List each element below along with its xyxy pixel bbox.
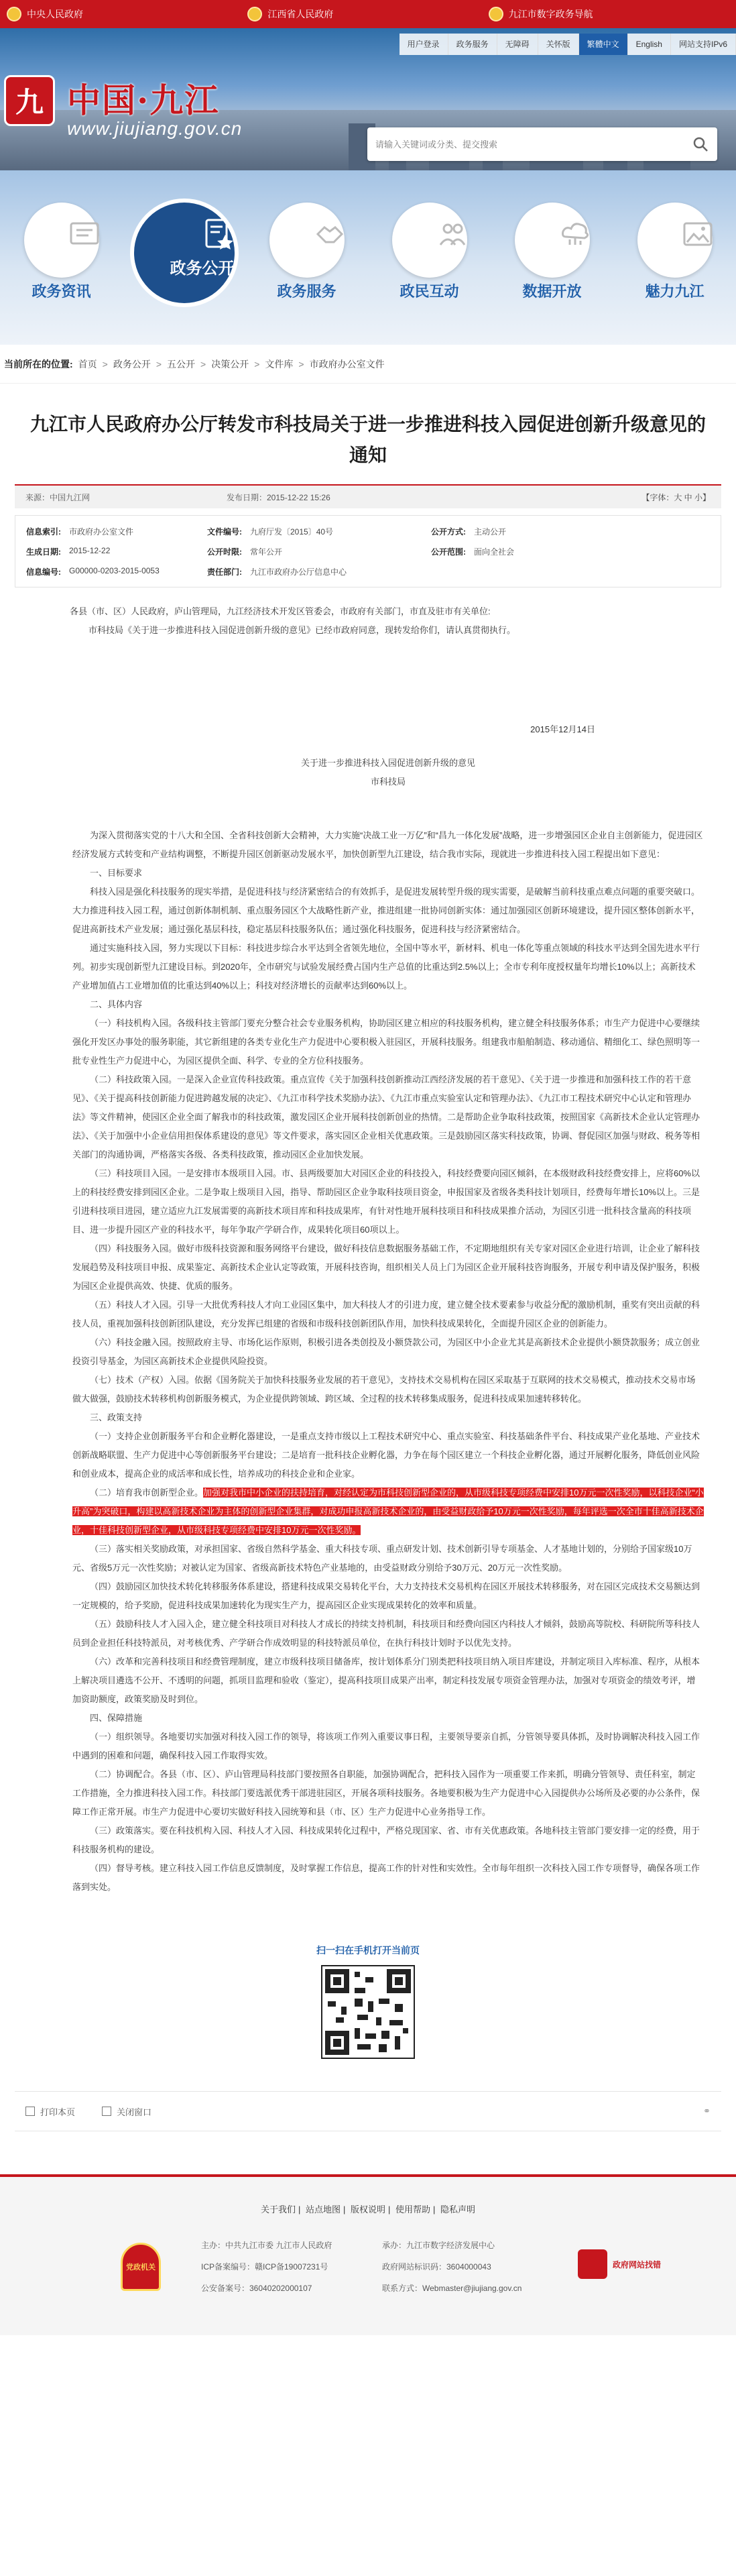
nav-item-open-gov[interactable]: 政务公开 [134, 203, 235, 303]
main-nav [0, 170, 736, 345]
document-star-icon [201, 219, 235, 249]
paragraph: （一）支持企业创新服务平台和企业孵化器建设，一是重点支持市级以上工程技术研究中心、重点实验室、科技基础条件平台、科技成果产业化基地、产业技术创新战略联盟、生产力促进中心等创新服务平台建设；二是培育一批科技企业孵化器，力争在每个园区建立一个科技企业孵化器，通过开展孵化服务，降低创业风险和创业成本，提高企业的成活率和成长性，培养成功的科技企业和企业家。 [72, 1431, 700, 1479]
paragraph: （六）改革和完善科技项目和经费管理制度，建立市级科技项目储备库，按计划体系分门别类把科技项目纳入项目库建设，并制定项目入库标准、程序，从根本上解决项目遴选不公开、不透明的问题，抓项目监理和验收（鉴定），提高科技项目成果产出率，制定科技发展专项资金管理办法，加强对专项资金的绩效考评，增加资助额度，政策奖励及时到位。 [72, 1657, 700, 1704]
top-link-central-gov[interactable]: 中央人民政府 [7, 7, 247, 21]
article-meta-table [15, 515, 721, 587]
logo-title: 中国·九江 [67, 80, 220, 120]
paragraph: （五）科技人才入园。引导一大批优秀科技人才向工业园区集中，加大科技人才的引进力度，建立健全技术要素参与收益分配的激励机制，重奖有突出贡献的科技人员，重视加强科技创新团队建设，充分发挥已组建的省级和市级科技创新团队作用，加快科技成果转化，全面提升园区企业的创新能力。 [72, 1300, 700, 1329]
qr-code-icon [322, 1966, 414, 2058]
emblem-icon [247, 7, 262, 21]
traditional-chinese-link[interactable]: 繁體中文 [579, 34, 628, 55]
paragraph: 通过实施科技入园，努力实现以下目标：科技进步综合水平达到全省领先地位，全国中等水平，新材料、机电一体化等重点领域的科技水平达到全国先进水平行列。初步实现创新型九江建设目标。到2020年，全市研究与试验发展经费占国内生产总值的比重达到2.5%以上；全市专利年度授权量年均增长10%以上；高新技术产业增加值占工业增加值的比重达到40%以上；科技对经济增长的贡献率达到60%以上。 [72, 943, 700, 991]
gov-service-link[interactable]: 政务服务 [448, 34, 497, 55]
print-button[interactable]: 打印本页 [25, 2105, 75, 2118]
paragraph: 为深入贯彻落实党的十八大和全国、全省科技创新大会精神，大力实施“决战工业一万亿”和“昌九一体化发展”战略，进一步增强园区企业自主创新能力，促进园区经济发展方式转变和产业结构调整，不断提升园区创新驱动发展水平，加快创新型九江建设，结合我市实际，现就进一步推进科技入园工程提出如下意见： [72, 830, 703, 859]
top-bar [0, 0, 736, 28]
footer-link-privacy[interactable]: 隐私声明 [440, 2204, 476, 2215]
footer-info: 主办：中共九江市委 九江市人民政府 承办：九江市数字经济发展中心 ICP备案编号：赣ICP备19007231号 政府网站标识码：3604000043 公安备案号：36040202000107 联系方式：Webmaster@jiujiang.gov.cn [201, 2235, 563, 2299]
care-mode-link[interactable]: 关怀版 [538, 34, 579, 55]
section-heading: 四、保障措施 [90, 1713, 143, 1723]
party-gov-badge[interactable]: 党政机关 [121, 2243, 161, 2291]
salutation: 各县（市、区）人民政府，庐山管理局，九江经济技术开发区管委会，市政府有关部门，市直及驻市有关单位: [70, 606, 491, 616]
search-input[interactable] [375, 131, 684, 158]
paragraph: （三）科技项目入园。一是安排市本级项目入园。市、县两级要加大对园区企业的科技投入，科技经费要向园区倾斜，在本级财政科技经费安排上，应将60%以上的科技经费安排到园区企业。二是争取上级项目入园，指导、帮助园区企业争取科技项目资金，申报国家及省级各类科技计划项目，经费每年增长10%以上。三是引进科技项目进园，建立适应九江发展需要的高新技术项目库和科技成果库，有针对性地开展科技项目和科技成果推介活动，为园区引进一批科技含量高的科技项目、进一步提升园区产业的科技水平，每年争取产学研合作，成果转化项目60项以上。 [72, 1168, 700, 1235]
paragraph: （三）政策落实。要在科技机构入园、科技人才入园、科技成果转化过程中，严格兑现国家、省、市有关优惠政策。各地科技主管部门要安排一定的经费，用于科技服务机构的建设。 [72, 1826, 700, 1854]
emblem-icon [7, 7, 21, 21]
intro: 市科技局《关于进一步推进科技入园促进创新升级的意见》已经市政府同意，现转发给你们，请认真贯彻执行。 [88, 625, 516, 635]
highlighted-text: 加强对我市中小企业的扶持培育，对经认定为市科技创新型企业的，从市级科技专项经费中安排10万元一次性奖励，以科技企业“小升高”为突破口，构建以高新技术企业为主体的创新型企业集群，对成功申报高新技术企业的，由受益财政给予10万元一次性奖励，每年评选一次全市十佳高新技术企业，十佳科技创新型企业，从市级科技专项经费中安排10万元一次性奖励。 [72, 1488, 704, 1535]
breadcrumb-file-library[interactable]: 文件库 [265, 358, 294, 370]
footer-links: 关于我们 | 站点地图 | 版权说明 | 使用帮助 | 隐私声明 [260, 2204, 476, 2215]
article-source: 来源：中国九江网 [25, 492, 90, 502]
search-button[interactable] [684, 127, 717, 161]
article-pubdate: 发布日期：2015-12-22 15:26 [227, 492, 330, 502]
error-report-icon [578, 2249, 607, 2279]
breadcrumb-five-public[interactable]: 五公开 [167, 358, 196, 370]
paragraph: （四）鼓励园区加快技术转化转移服务体系建设，搭建科技成果交易转化平台，大力支持技术交易机构在园区开展技术转移服务，对在园区完成技术交易额达到一定规模的，给予奖励，促进科技成果加速转化为现实生产力，提高园区企业实现成果转化的效率和质量。 [72, 1581, 700, 1610]
section-heading: 一、目标要求 [90, 868, 143, 878]
breadcrumb-decision[interactable]: 决策公开 [211, 358, 249, 370]
paragraph: （四）督导考核。建立科技入园工作信息反馈制度，及时掌握工作信息，提高工作的针对性和实效性。全市每年组织一次科技入园工作专项督导，确保各项工作落到实处。 [72, 1863, 700, 1892]
font-size-switcher[interactable]: 【字体：大 中 小】 [641, 492, 711, 502]
quick-links [400, 34, 736, 55]
site-footer [0, 2174, 736, 2335]
nav-item-charm[interactable]: 魅力九江 [625, 203, 725, 303]
section-heading: 二、具体内容 [90, 999, 143, 1009]
accessibility-link[interactable]: 无障碍 [497, 34, 538, 55]
print-icon [25, 2107, 35, 2116]
logo-emblem-icon: 九 [4, 75, 55, 126]
paragraph: （一）科技机构入园。各级科技主管部门要充分整合社会专业服务机构，协助园区建立相应的科技服务机构，建立健全科技服务体系；市生产力促进中心要继续强化开发区办事处的服务职能，其它新组建的各类专业化生产力促进中心要积极入驻园区，开展科技服务。组建我市船舶制造、移动通信、精细化工、绿色照明等一批专业性生产力促进中心，为园区提供全面、科学、专业的全方位科技服务。 [72, 1018, 700, 1066]
meta-row: 生成日期: 2015-12-22 公开时限: 常年公开 公开范围: 面向全社会 [26, 545, 515, 557]
nav-item-service[interactable]: 政务服务 [257, 203, 357, 303]
share-icon[interactable]: ⚭ [703, 2106, 711, 2116]
nav-item-news[interactable]: 政务资讯 [11, 203, 112, 303]
paragraph: 科技入园是强化科技服务的现实举措，是促进科技与经济紧密结合的有效抓手，是促进发展转型升级的现实需要，是破解当前科技重点难点问题的重要突破口。大力推进科技入园工程，通过创新体制机制、重点服务园区个大战略性新产业，推进组建一批协同创新实体：通过加强园区创新环境建设，提升园区整体创新水平，促进高新技术产业发展；通过强化基层科技，稳定基层科技服务队伍；通过强化科技服务，促进科技与经济紧密结合。 [72, 887, 700, 934]
news-icon [70, 221, 99, 247]
meta-row: 信息索引: 市政府办公室文件 文件编号: 九府厅发〔2015〕40号 公开方式: 主动公开 [26, 526, 507, 537]
article-body [0, 587, 736, 1897]
nav-item-data[interactable]: 数据开放 [502, 203, 603, 303]
emblem-icon [489, 7, 503, 21]
paragraph: （二）培育我市创新型企业。加强对我市中小企业的扶持培育，对经认定为市科技创新型企业的，从市级科技专项经费中安排10万元一次性奖励，以科技企业“小升高”为突破口，构建以高新技术企业为主体的创新型企业集群，对成功申报高新技术企业的，由受益财政给予10万元一次性奖励，每年评选一次全市十佳高新技术企业，十佳科技创新型企业，从市级科技专项经费中安排10万元一次性奖励。 [72, 1488, 704, 1535]
breadcrumb: 当前所在的位置: 首页 > 政务公开 > 五公开 > 决策公开 > 文件库 > 市政府办公室文件 [0, 345, 736, 384]
police-record: 公安备案号：36040202000107 [201, 2284, 312, 2293]
article-tools [15, 2091, 721, 2131]
handshake-icon [315, 221, 345, 247]
landscape-icon [683, 221, 713, 247]
paragraph: （二）科技政策入园。一是深入企业宣传科技政策。重点宣传《关于加强科技创新推动江西经济发展的若干意见》、《关于进一步推进和加强科技工作的若干意见》、《关于提高科技创新能力促进跨越发展的决定》、《九江市科学技术奖励办法》、《九江市重点实验室认定和管理办法》、《九江市工程技术研究中心认定和管理办法》等文件精神，使园区企业全面了解我市的科技政策，激发园区企业开展科技创新创业的热情。二是帮助企业争取科技政策，按照国家《高新技术企业认定管理办法》、《关于加强中小企业信用担保体系建设的意见》等文件要求，落实园区企业相关优惠政策。三是鼓励园区落实科技政策，协调、督促园区加强与财政、税务等相关部门的沟通协调，严格落实各级、各类科技政策，推动园区企业加快发展。 [72, 1074, 700, 1160]
footer-link-sitemap[interactable]: 站点地图 [305, 2204, 341, 2215]
header-banner [0, 28, 736, 170]
article-title: 九江市人民政府办公厅转发市科技局关于进一步推进科技入园促进创新升级意见的通知 [29, 414, 706, 465]
paragraph: （五）鼓励科技人才入园入企，建立健全科技项目对科技人才成长的持续支持机制，科技项目和经费向园区内科技人才倾斜，鼓励高等院校、科研院所等科技人员到企业担任科技特派员，对考核优秀、产学研合作成效明显的科技特派员单位，在执行科技计划时予以优先支持。 [72, 1619, 700, 1648]
gov-site-error-badge[interactable]: 政府网站找错 [578, 2249, 661, 2279]
footer-link-help[interactable]: 使用帮助 [395, 2204, 431, 2215]
section-heading: 三、政策支持 [90, 1412, 143, 1422]
site-logo[interactable] [0, 67, 288, 148]
english-link[interactable]: English [628, 34, 671, 55]
search-box [367, 127, 717, 161]
ipv6-badge: 网站支持IPv6 [671, 34, 736, 55]
top-link-jiujiang-nav[interactable]: 九江市数字政务导航 [489, 7, 729, 21]
top-link-jiangxi-gov[interactable]: 江西省人民政府 [247, 7, 488, 21]
login-link[interactable]: 用户登录 [400, 34, 448, 55]
close-window-button[interactable]: 关闭窗口 [102, 2105, 151, 2118]
paragraph: （一）组织领导。各地要切实加强对科技入园工作的领导，将该项工作列入重要议事日程，主要领导要亲自抓，分管领导要具体抓，及时协调解决科技入园工作中遇到的困难和问题，确保科技入园工作取得实效。 [72, 1732, 700, 1760]
logo-url: www.jiujiang.gov.cn [67, 118, 243, 139]
people-icon [438, 221, 467, 247]
sub-title: 关于进一步推进科技入园促进创新升级的意见 [300, 758, 475, 768]
cloud-chart-icon [560, 221, 590, 247]
qr-title: 扫一扫在手机打开当前页 [316, 1945, 420, 1956]
paragraph: （二）协调配合。各县（市、区）、庐山管理局科技部门要按照各自职能，加强协调配合，把科技入园作为一项重要工作来抓，明确分管领导、责任科室，制定工作措施，全力推进科技入园工作。科技部门要选派优秀干部进驻园区，开展各项科技服务。各地要积极为生产力促进中心入园提供办公场所及必要的办公条件，保障工作正常开展。市生产力促进中心要切实做好科技入园统筹和县（市、区）生产力促进中心业务指导工作。 [72, 1769, 700, 1817]
qr-code [321, 1965, 415, 2059]
paragraph: （四）科技服务入园。做好市级科技资源和服务网络平台建设，做好科技信息数据服务基础工作，不定期地组织有关专家对园区企业进行培训，让企业了解科技发展趋势及科技项目申报、成果鉴定、高新技术企业认定等政策，开展科技咨询，组织相关人员上门为园区企业开展科技咨询服务，开展专利申请及保护服务，积极为园区企业提供高效、快捷、优质的服务。 [72, 1243, 700, 1291]
breadcrumb-open-gov[interactable]: 政务公开 [113, 358, 151, 370]
paragraph: （六）科技金融入园。按照政府主导、市场化运作原则，积极引进各类创投及小额贷款公司，为园区中小企业尤其是高新技术企业提供小额贷款服务；成立创业投资引导基金，为园区高新技术企业提供风险投资。 [72, 1337, 700, 1366]
paragraph: （三）落实相关奖励政策，对承担国家、省级自然科学基金、重大科技专项、重点研发计划、技术创新引导专项基金、人才基地计划的，分别给予国家级10万元、省级5万元一次性奖励；对被认定为国家、省级高新技术特色产业基地的，由受益财政分别给予30万元、20万元一次性奖励。 [72, 1544, 692, 1573]
footer-link-copyright[interactable]: 版权说明 [350, 2204, 385, 2215]
paragraph: （七）技术（产权）入园。依据《国务院关于加快科技服务业发展的若干意见》，支持技术交易机构在园区采取基于互联网的技术交易模式，推动技术交易市场做大做强，鼓励技术转移机构创新服务模式，为企业提供跨领域、跨区域、全过程的技术转移集成服务，促进科技成果加速转移转化。 [72, 1375, 696, 1404]
breadcrumb-office-files[interactable]: 市政府办公室文件 [309, 358, 385, 370]
meta-row: 信息编号: G00000-0203-2015-0053 责任部门: 九江市政府办公厅信息中心 [26, 565, 347, 577]
article-info-bar [15, 484, 721, 508]
sub-author: 市科技局 [370, 777, 406, 787]
issue-date: 2015年12月14日 [530, 724, 595, 734]
footer-link-about[interactable]: 关于我们 [260, 2204, 296, 2215]
qr-block [294, 1944, 442, 2059]
breadcrumb-home[interactable]: 首页 [78, 358, 97, 370]
nav-item-interaction[interactable]: 政民互动 [379, 203, 480, 303]
close-icon [102, 2107, 111, 2116]
search-icon [692, 136, 709, 152]
